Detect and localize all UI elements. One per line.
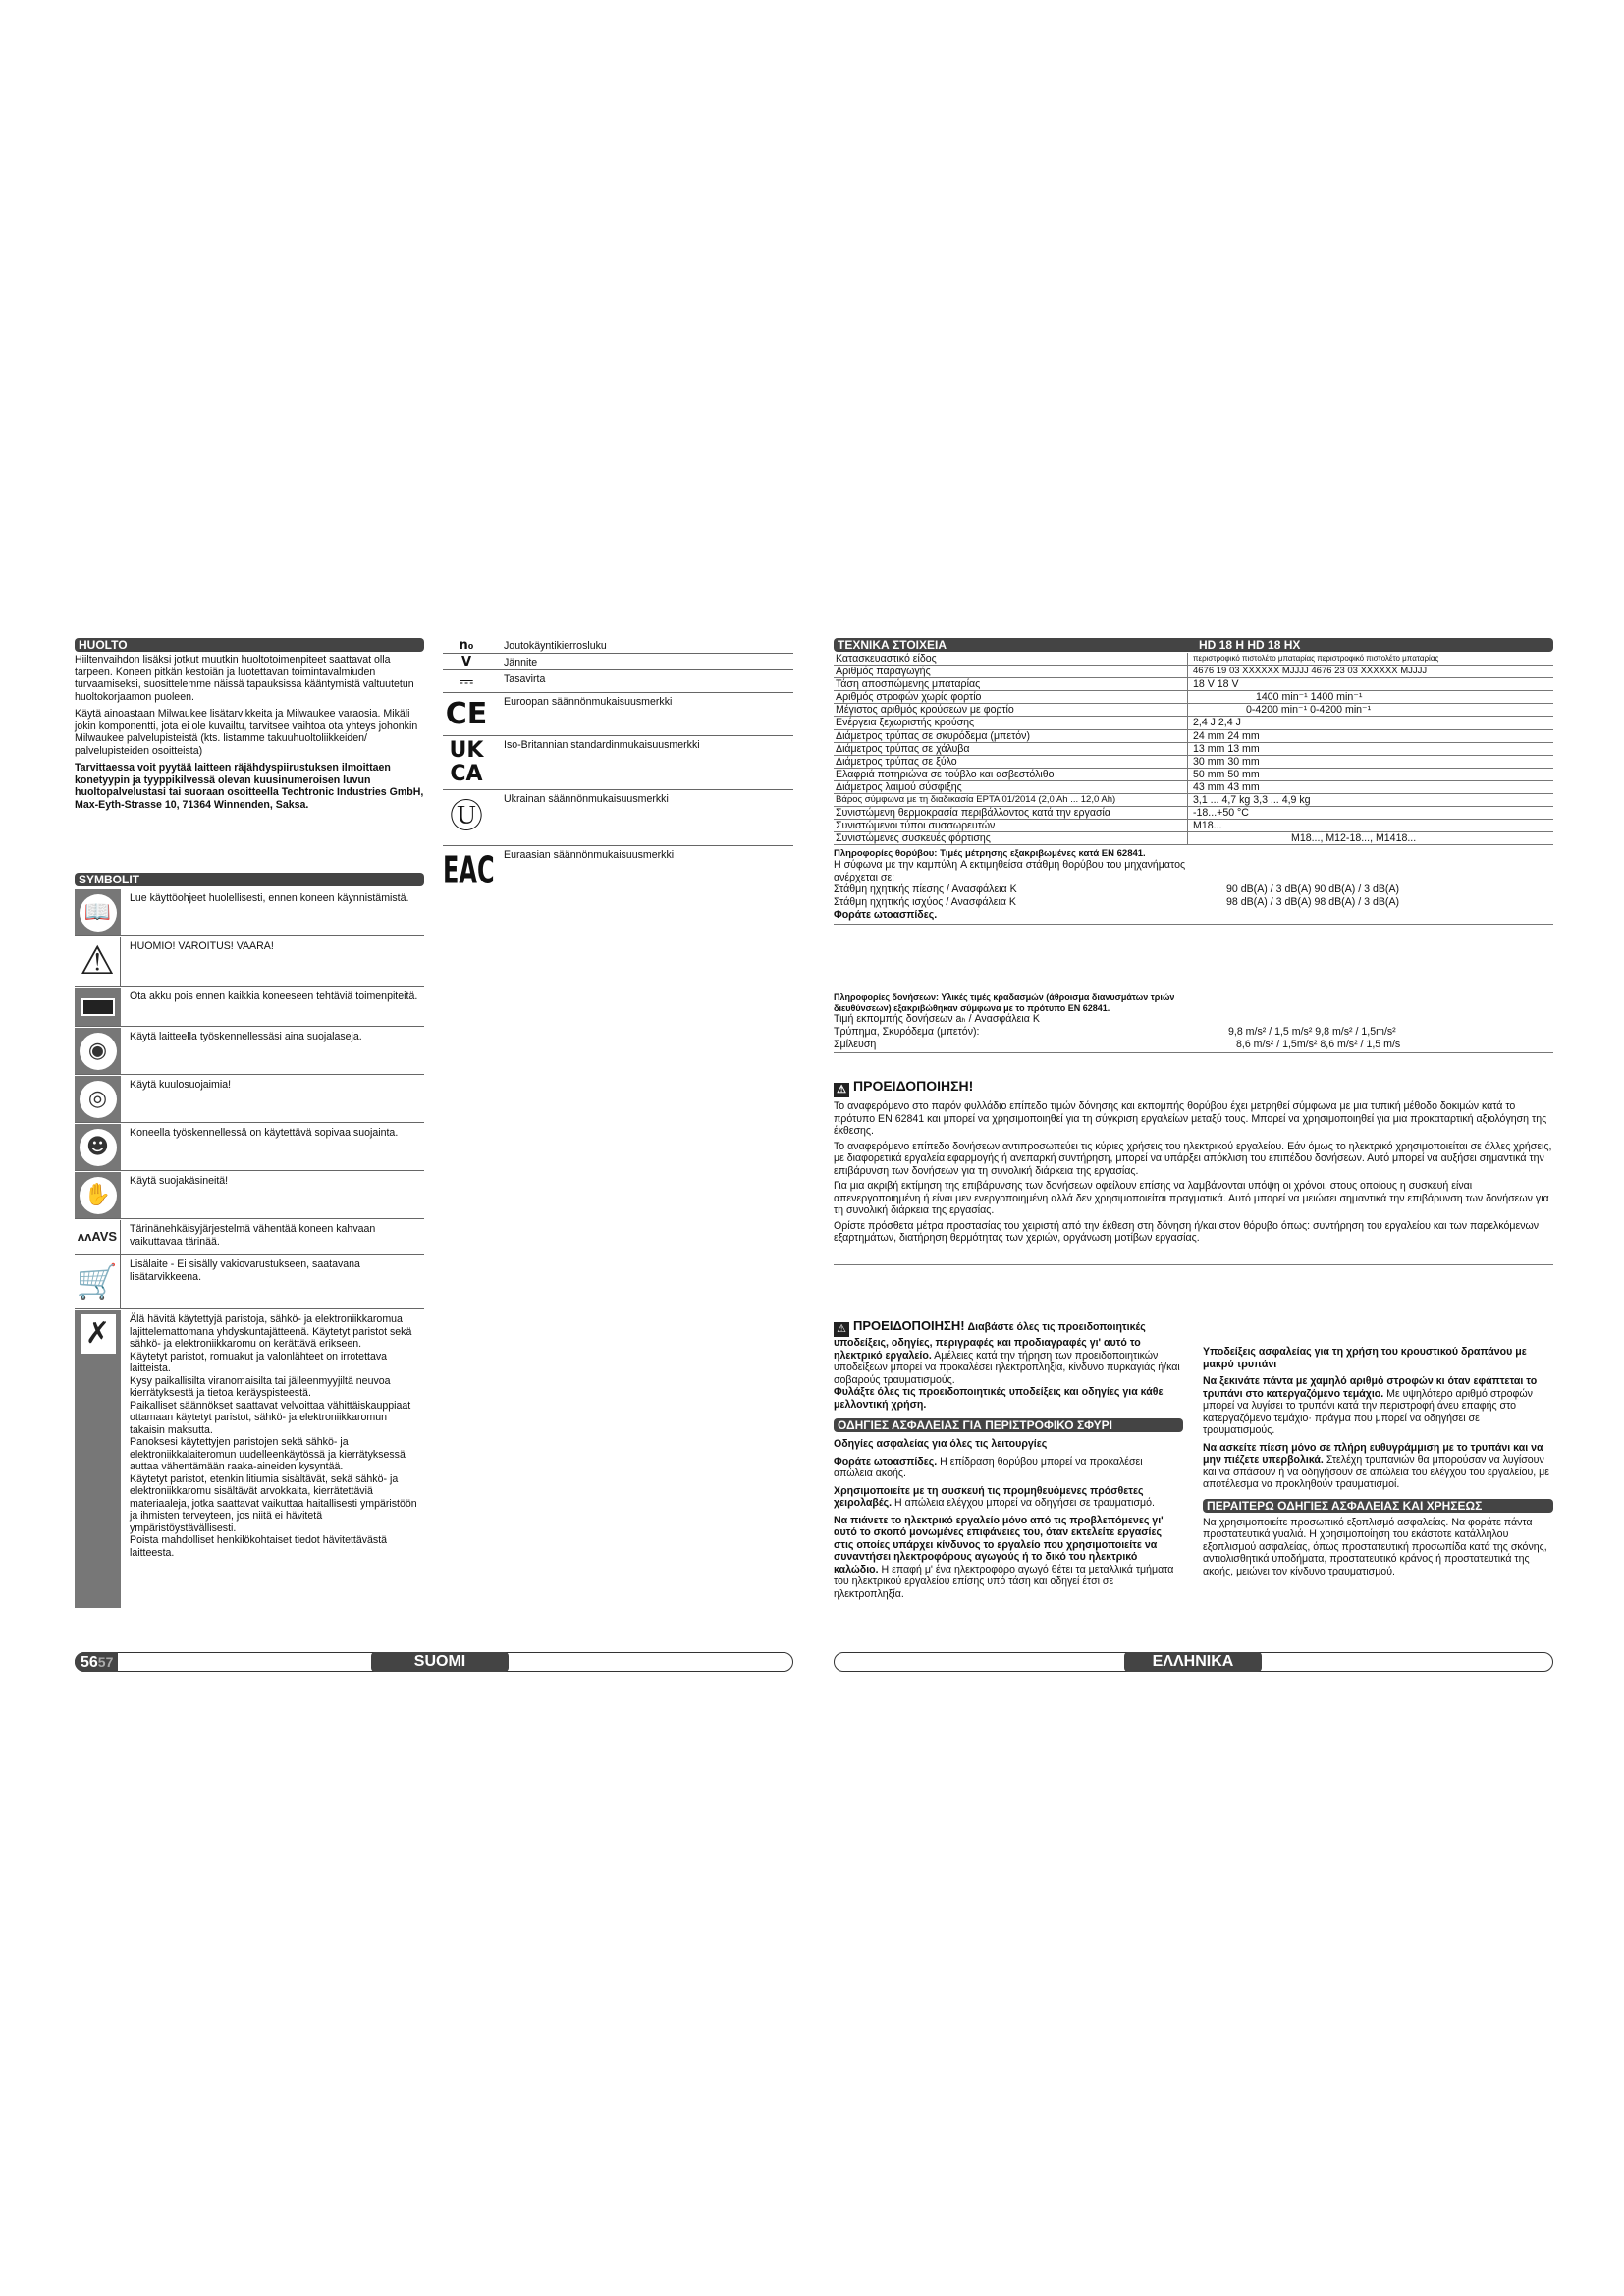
page-number — [75, 1652, 118, 1672]
symbol-row-ua — [443, 791, 793, 846]
vibration-row: Σμίλευση 8,6 m/s² / 1,5m/s² 8,6 m/s² / 1,5 m/s — [834, 1038, 1401, 1050]
ear-protection-icon: ◎ — [80, 1081, 117, 1118]
symbol-row-no-load-speed — [443, 638, 793, 654]
vibration-intro: Τιμή εκπομπής δονήσεων aₕ / Ανασφάλεια K — [834, 1013, 1040, 1026]
table-row: Συνιστώμενοι τύποι συσσωρευτών M18... — [834, 820, 1553, 832]
warning-triangle-icon: ⚠ — [80, 937, 115, 984]
symbol-text: Käytä kuulosuojaimia! — [130, 1079, 232, 1091]
page-number-57: 57 — [97, 1654, 114, 1670]
symbol-text: Älä hävitä käytettyjä paristoja, sähkö- ja elektroniikkaromua lajittelemattomana yhdyskuntajätteenä. Käytetyt paristot sekä sähkö- ja elektroniikkaromu on kerättävä erikseen. Käytetyt paristot, romuakut ja valonlähteet on irrotettava laitteista. Kysy paikallisilta viranomaisilta tai jälleenmyyjiltä neuvoa kierrätyksestä ja tietoa keräyspisteestä. Paikalliset säännökset saattavat velvoittaa vähittäiskauppiaat ottamaan käytetyt paristot, sähkö- ja elektroniikkaromun takaisin maksutta. Panoksesi käytettyjen paristojen sekä sähkö- ja elektroniikkalaiteromun uudelleenkäytössä ja kierrätyksessä auttaa vähentämään raaka-aineiden kysyntää. Käytetyt paristot, etenkin litiumia sisältävät, sekä sähkö- ja elektroniikkaromu sisältävät arvokkaita, kierrätettäviä materiaaleja, jotka saattavat vaikuttaa haitallisesti ympäristöön ja ihmisten terveyteen, jos niitä ei hävitetä ympäristöystävällisesti. Poista mahdolliset henkilökohtaiset tiedot hävitettävästä laitteesta. — [130, 1313, 417, 1559]
all-operations-heading: Οδηγίες ασφαλείας για όλες τις λειτουργίες — [834, 1438, 1048, 1450]
symbol-row-remove-battery — [75, 988, 424, 1027]
further-text: Να χρησιμοποιείτε προσωπικό εξοπλισμό ασφαλείας. Να φοράτε πάντα προστατευτικά γυαλιά. Η χρησιμοποίηση του εκάστοτε κατάλληλου εξοπλισμού ασφαλείας, όπως προστατευτική προσωπίδα κατά της σκόνης, αντιολισθητικά υποδήματα, προστατευτικό κράνος ή προστατευτικά της ακοής, μειώνει τον κίνδυνο τραυματισμού. — [1203, 1516, 1547, 1577]
ce-mark-icon: CE — [445, 697, 488, 731]
warning2-bold: Διαβάστε όλες τις προειδοποιητικές υποδείξεις, οδηγίες, περιγραφές και προδιαγραφές γι' αυτό το ηλεκτρικό εργαλείο. — [834, 1321, 1146, 1362]
table-row: Ενέργεια ξεχωριστής κρούσης 2,4 J 2,4 J — [834, 717, 1553, 729]
ukraine-mark-icon: Ⓤ — [450, 797, 483, 836]
tech-data-table — [834, 653, 1553, 845]
ear-text: Η επίδραση θορύβου μπορεί να προκαλέσει απώλεια ακοής. — [834, 1455, 1143, 1479]
further-header: ΠΕΡΑΙΤΕΡΩ ΟΔΗΓΙΕΣ ΑΣΦΑΛΕΙΑΣ ΚΑΙ ΧΡΗΣΕΩΣ — [1203, 1499, 1553, 1513]
vibration-section — [834, 992, 1553, 1053]
table-row: Αριθμός παραγωγής 4676 19 03 XXXXXX MJJJJ 4676 23 03 XXXXXX MJJJJ — [834, 666, 1553, 678]
symbol-text: Euroopan säännönmukaisuusmerkki — [504, 696, 673, 708]
long-bit-heading: Υποδείξεις ασφαλείας για τη χρήση του κρουστικού δραπάνου με μακρύ τρυπάνι — [1203, 1346, 1527, 1370]
symbol-text: Käytä suojakäsineitä! — [130, 1175, 229, 1187]
warning-section — [834, 1078, 1553, 1245]
tech-data-title: ΤΕΧΝΙΚΑ ΣΤΟΙΧΕΙΑ — [838, 638, 947, 652]
symbol-row-warning — [75, 937, 424, 987]
page-number-56: 56 — [81, 1654, 98, 1671]
noise-heading: Πληροφορίες θορύβου: Τιμές μέτρησης εξακριβωμένες κατά EN 62841. — [834, 848, 1146, 859]
noise-row: Στάθμη ηχητικής πίεσης / Ανασφάλεια K 90 dB(A) / 3 dB(A) 90 dB(A) / 3 dB(A) — [834, 883, 1400, 896]
pressure-text: Στελέχη τρυπανιών θα μπορούσαν να λυγίσουν και να σπάσουν ή να οδηγήσουν σε απώλεια του ελέγχου του εργαλείου, με αποτέλεσμα να προκληθούν τραυματισμοί. — [1203, 1454, 1549, 1490]
pressure-bold: Να ασκείτε πίεση μόνο σε πλήρη ευθυγράμμιση με το τρυπάνι και να μην πιέζετε υπερβολικά. — [1203, 1441, 1543, 1466]
warning-paragraph: Το αναφερόμενο στο παρόν φυλλάδιο επίπεδο τιμών δόνησης και εκπομπής θορύβου έχει μετρηθεί σύμφωνα με μια τυπική μέθοδο δοκιμών κατά το πρότυπο EN 62841 και μπορεί να χρησιμοποιηθεί για τη σύγκριση εργαλείων μεταξύ τους. Μπορεί να χρησιμοποιηθεί για μια προκαταρτική αξιολόγηση της έκθεσης. — [834, 1100, 1547, 1137]
symbol-row-accessory — [75, 1255, 424, 1309]
language-label-greek: ΕΛΛΗΝΙΚΑ — [1124, 1652, 1262, 1672]
symbol-row-voltage — [443, 655, 793, 670]
huolto-p2: Käytä ainoastaan Milwaukee lisätarvikkeita ja Milwaukee varaosia. Mikäli jokin komponentti, jota ei ole kuvailtu, tarvitsee vaihtoa ota yhteys johonkin Milwaukee palvelupisteistä (kts. listamme takuuhuoltoliikkeiden/ palvelupisteiden osoitteista) — [75, 708, 418, 757]
symbol-text: Koneella työskennellessä on käytettävä sopivaa suojainta. — [130, 1127, 399, 1139]
table-row: Συνιστώμενη θερμοκρασία περιβάλλοντος κατά την εργασία -18...+50 °C — [834, 807, 1553, 820]
symbol-text: Ukrainan säännönmukaisuusmerkki — [504, 793, 669, 805]
symbol-row-eac — [443, 847, 793, 901]
safety-goggles-icon: ◉ — [80, 1033, 117, 1070]
symbolit-header: SYMBOLIT — [75, 873, 424, 886]
symbol-row-goggles — [75, 1028, 424, 1075]
warning-icon: ⚠ — [834, 1083, 849, 1097]
table-row: Διάμετρος τρύπας σε σκυρόδεμα (μπετόν) 24 mm 24 mm — [834, 730, 1553, 743]
symbol-text: Tasavirta — [504, 673, 546, 685]
eac-mark-icon: EAC — [443, 848, 495, 893]
hold-text: Η επαφή μ' ένα ηλεκτροφόρο αγωγό θέτει τα μεταλλικά τμήματα του ηλεκτρικού εργαλείου επίσης υπό τάση και οδηγεί έτσι σε ηλεκτροπληξία. — [834, 1563, 1174, 1600]
warning2-title: ΠΡΟΕΙΔΟΠΟΙΗΣΗ! — [853, 1318, 965, 1333]
table-row: Διάμετρος λαιμού σύσφιξης 43 mm 43 mm — [834, 781, 1553, 794]
safety-column-left — [834, 1318, 1183, 1605]
table-row: Κατασκευαστικό είδος περιστροφικό πιστολέτο μπαταρίας περιστροφικό πιστολέτο μπαταρίας — [834, 653, 1553, 666]
symbol-text: Joutokäyntikierrosluku — [504, 640, 607, 652]
symbol-text: Euraasian säännönmukaisuusmerkki — [504, 849, 675, 861]
avs-icon: ᴧᴧAVS — [77, 1229, 118, 1245]
huolto-text — [75, 654, 424, 816]
noise-section — [834, 848, 1553, 925]
symbol-text: Lisälaite - Ei sisälly vakiovarustukseen, saatavana lisätarvikkeena. — [130, 1258, 360, 1283]
warning2-text: Αμέλειες κατά την τήρηση των προειδοποιητικών υποδείξεων μπορεί να προκαλέσει ηλεκτροπληξία, κίνδυνο πυρκαγιάς ή/και σοβαρούς τραυματισμούς. — [834, 1349, 1180, 1386]
symbol-row-ce — [443, 694, 793, 736]
safety-header: ΟΔΗΓΙΕΣ ΑΣΦΑΛΕΙΑΣ ΓΙΑ ΠΕΡΙΣΤΡΟΦΙΚΟ ΣΦΥΡΙ — [834, 1418, 1183, 1432]
symbol-text: Iso-Britannian standardinmukaisuusmerkki — [504, 739, 700, 751]
read-manual-icon: 📖 — [80, 894, 117, 932]
language-label-suomi: SUOMI — [371, 1652, 509, 1672]
warning-title: ΠΡΟΕΙΔΟΠΟΙΗΣΗ! — [853, 1078, 974, 1094]
symbol-text: Käytä laitteella työskennellessäsi aina suojalaseja. — [130, 1031, 362, 1042]
symbol-row-read-manual — [75, 889, 424, 936]
cart-icon: 🛒 — [76, 1261, 119, 1302]
direct-current-icon: ⎓ — [459, 671, 474, 692]
symbol-row-weee — [75, 1310, 424, 1608]
wear-ear-protection: Φοράτε ωτοασπίδες. — [834, 909, 938, 922]
table-row: Συνιστώμενες συσκευές φόρτισης M18..., M12-18..., M1418... — [834, 832, 1553, 845]
table-row: Διάμετρος τρύπας σε ξύλο 30 mm 30 mm — [834, 756, 1553, 769]
symbol-text: HUOMIO! VAROITUS! VAARA! — [130, 940, 274, 952]
table-row: Ελαφριά ποτηριώνα σε τούβλο και ασβεστόλιθο 50 mm 50 mm — [834, 769, 1553, 781]
symbol-text: Ota akku pois ennen kaikkia koneeseen tehtäviä toimenpiteitä. — [130, 990, 418, 1002]
table-row: Τάση αποσπώμενης μπαταρίας 18 V 18 V — [834, 678, 1553, 691]
huolto-p1: Hiiltenvaihdon lisäksi jotkut muutkin huoltotoimenpiteet saattavat olla tarpeen. Koneen pitkän kestoiän ja luotettavan toimintavalmiuden turvaamiseksi, suosittelemme näissä tapauksissa kääntymistä valtuutetun huoltokorjaamon puoleen. — [75, 654, 414, 703]
noise-row: Στάθμη ηχητικής ισχύος / Ανασφάλεια K 98 dB(A) / 3 dB(A) 98 dB(A) / 3 dB(A) — [834, 896, 1400, 909]
dust-mask-icon: ☻ — [80, 1129, 117, 1166]
low-speed-bold: Να ξεκινάτε πάντα με χαμηλό αριθμό στροφών κι όταν εφάπτεται το τρυπάνι στο κατεργαζόμενο τεμάχιο. — [1203, 1375, 1538, 1400]
huolto-p3: Tarvittaessa voit pyytää laitteen räjähdyspiirustuksen ilmoittaen konetyypin ja tyyppikilvessä olevan kuusinumeroisen luvun huoltopalvelustasi tai suoraan osoitteella Techtronic Industries GmbH, Max-Eyth-Strasse 10, 71364 Winnenden, Saksa. — [75, 762, 424, 811]
hold-bold: Να πιάνετε το ηλεκτρικό εργαλείο μόνο από τις προβλεπόμενες γι' αυτό το σκοπό μονωμένες επιφάνειες του, όταν εκτελείτε εργασίες στις οποίες υπάρχει κίνδυνος το εργαλείο που χρησιμοποιείτε να συναντήσει ηλεκτροφόρους αγωγούς ή το δικό του ηλεκτρικό καλώδιο. — [834, 1514, 1164, 1575]
model-names: HD 18 H HD 18 HX — [1199, 638, 1301, 652]
warning-divider — [834, 1264, 1553, 1265]
warning-paragraph: Για μια ακριβή εκτίμηση της επιβάρυνσης των δονήσεων οφείλουν επίσης να λαμβάνονται υπόψη οι χρόνοι, στους οποίους η συσκευή είναι απενεργοποιημένη ή είναι μεν ενεργοποιημένη αλλά δεν χρησιμοποιείται πραγματικά. Αυτό μπορεί να μειώσει σημαντικά την επιβάρυνση των δονήσεων για τη συνολική διάρκεια της εργασίας. — [834, 1180, 1549, 1216]
warning-paragraph: Το αναφερόμενο επίπεδο δονήσεων αντιπροσωπεύει τις κύριες χρήσεις του ηλεκτρικού εργαλείου. Εάν όμως το ηλεκτρικό χρησιμοποιείται σε άλλες χρήσεις, με διαφορετικά εργαλεία εφαρμογής ή ανεπαρκή συντήρηση, μπορεί να υπάρξει απόκλιση του επιπέδου δονήσεων. Αυτό μπορεί να αυξήσει σημαντικά την επιβάρυνση των δονήσεων για τη συνολική διάρκεια της εργασίας. — [834, 1140, 1552, 1177]
battery-remove-icon — [81, 998, 115, 1016]
table-row: Αριθμός στροφών χωρίς φορτίο 1400 min⁻¹ 1400 min⁻¹ — [834, 691, 1553, 704]
crossed-bin-icon: ✗ — [81, 1314, 116, 1354]
no-load-speed-icon: n₀ — [459, 638, 474, 653]
handles-text: Η απώλεια ελέγχου μπορεί να οδηγήσει σε τραυματισμό. — [894, 1497, 1155, 1509]
symbol-text: Lue käyttöohjeet huolellisesti, ennen koneen käynnistämistä. — [130, 892, 409, 904]
symbol-row-ukca — [443, 737, 793, 790]
noise-intro: Η σύφωνα με την καμπύλη A εκτιμηθείσα στάθμη θορύβου του μηχανήματος ανέρχεται σε: — [834, 859, 1186, 883]
ukca-mark-icon: UK CA — [449, 738, 484, 786]
table-row: Διάμετρος τρύπας σε χάλυβα 13 mm 13 mm — [834, 743, 1553, 756]
low-speed-text: Με υψηλότερο αριθμό στροφών μπορεί να λυγίσει το τρυπάνι κατά την περιστροφή άνευ επαφής στο κατεργαζόμενο τεμάχιο· πράγμα που μπορεί να οδηγήσει σε τραυματισμούς. — [1203, 1387, 1533, 1436]
symbol-row-gloves — [75, 1172, 424, 1219]
symbol-text: Tärinänehkäisyjärjestelmä vähentää koneen kahvaan vaikuttavaa tärinää. — [130, 1223, 376, 1248]
warning-icon: ⚠ — [834, 1322, 849, 1337]
voltage-icon: V — [460, 655, 472, 669]
symbol-row-avs — [75, 1220, 424, 1255]
symbol-row-dc — [443, 671, 793, 693]
safety-column-right — [1203, 1318, 1553, 1582]
warning-paragraph: Ορίστε πρόσθετα μέτρα προστασίας του χειριστή από την έκθεση στη δόνηση ή/και στον θόρυβο όπως: συντήρηση του εργαλείου και των παρελκόμενων εξαρτημάτων, διατήρηση θερμότητας των χεριών, οργάνωση μοτίβων εργασίας. — [834, 1219, 1540, 1244]
gloves-icon: ✋ — [80, 1177, 117, 1214]
symbol-row-ear — [75, 1076, 424, 1123]
table-row: Μέγιστος αριθμός κρούσεων με φορτίο 0-4200 min⁻¹ 0-4200 min⁻¹ — [834, 704, 1553, 717]
table-row: Βάρος σύμφωνα με τη διαδικασία EPTA 01/2014 (2,0 Ah ... 12,0 Ah) 3,1 ... 4,7 kg 3,3 ... 4,9 kg — [834, 794, 1553, 807]
ear-bold: Φοράτε ωτοασπίδες. — [834, 1455, 938, 1468]
symbol-text: Jännite — [504, 657, 538, 668]
tech-data-header — [834, 638, 1553, 652]
vibration-heading: Πληροφορίες δονήσεων: Υλικές τιμές κραδασμών (άθροισμα διανυσμάτων τριών διευθύνσεων) εξακριβώθηκαν σύμφωνα με το πρότυπο EN 62841. — [834, 992, 1175, 1013]
warning2-keep: Φυλάξτε όλες τις προειδοποιητικές υποδείξεις και οδηγίες για κάθε μελλοντική χρήση. — [834, 1386, 1164, 1411]
handles-bold: Χρησιμοποιείτε με τη συσκευή τις προμηθευόμενες πρόσθετες χειρολαβές. — [834, 1484, 1144, 1509]
symbol-row-dust-mask — [75, 1124, 424, 1171]
huolto-header: HUOLTO — [75, 638, 424, 652]
vibration-row: Τρύπημα, Σκυρόδεμα (μπετόν): 9,8 m/s² / 1,5 m/s² 9,8 m/s² / 1,5m/s² — [834, 1025, 1396, 1038]
